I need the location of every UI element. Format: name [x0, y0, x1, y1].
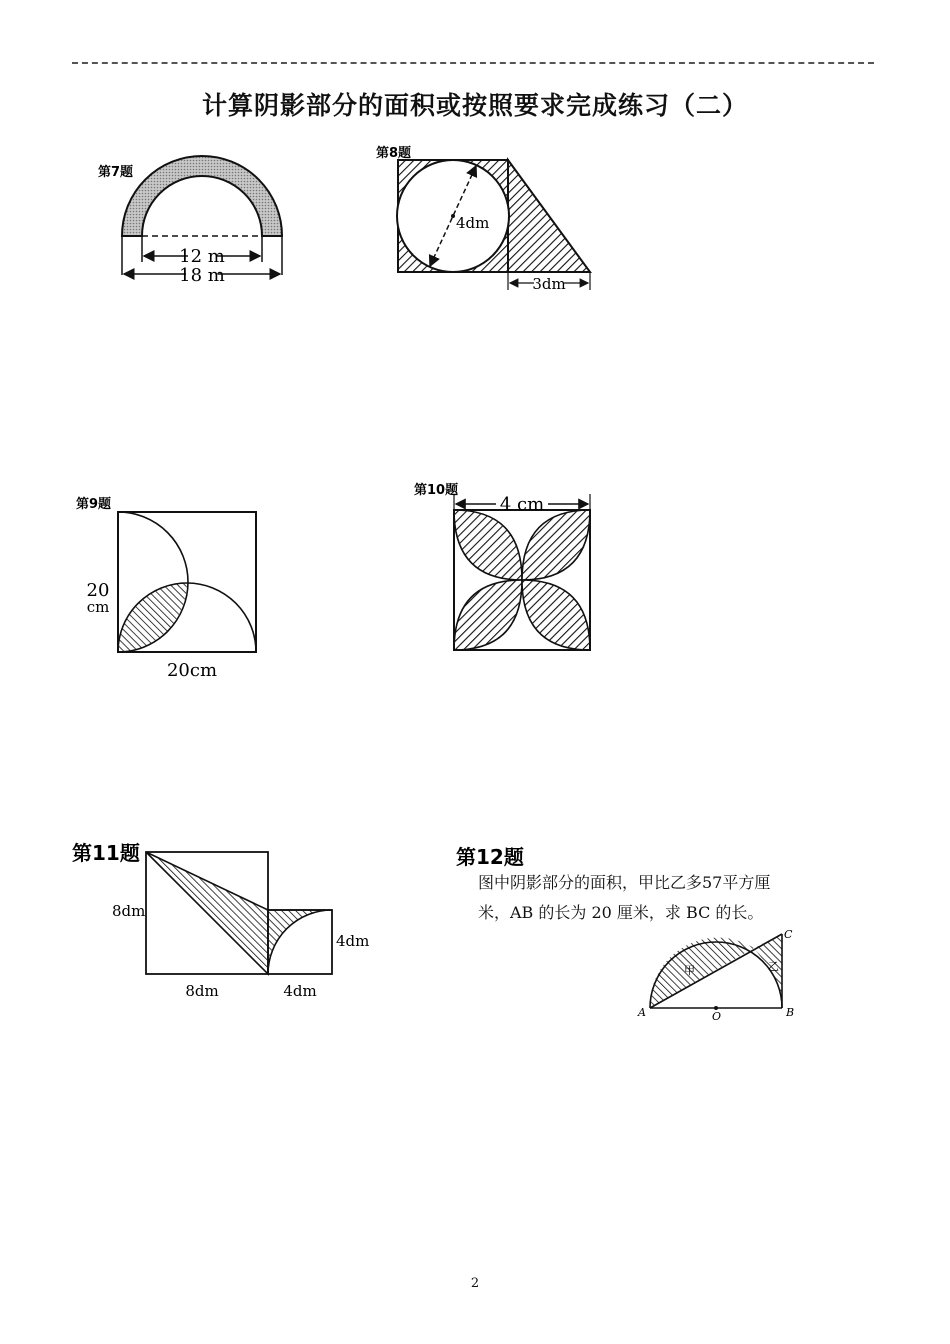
q11-shaded-region	[146, 852, 332, 974]
q9-side-unit: cm	[86, 598, 110, 616]
top-dashed-rule	[72, 62, 874, 64]
q10-label: 第10题	[414, 483, 459, 498]
q12-diagram	[636, 924, 816, 1024]
q9-diagram	[74, 496, 294, 696]
q10-width-label: 4 cm	[499, 494, 545, 515]
q12-label: 第12题	[456, 845, 524, 869]
figure-q8	[374, 140, 604, 300]
q11-label: 第11题	[72, 841, 140, 865]
q12-region-jia	[650, 938, 754, 1008]
q12-point-a: A	[638, 1006, 646, 1019]
q12-text-line1: 图中阴影部分的面积，甲比乙多57平方厘	[478, 873, 771, 892]
q7-inner-dim: 12 m	[179, 246, 225, 267]
q12-point-b: B	[786, 1006, 795, 1019]
q11-left-dim: 8dm	[112, 902, 146, 920]
q12-point-c: C	[784, 928, 793, 941]
q9-label: 第9题	[76, 497, 112, 512]
q7-shaded-ring	[122, 156, 282, 236]
q8-triangle-shaded	[508, 160, 590, 272]
q12-problem-text	[478, 868, 808, 928]
q10-shaded-petals	[454, 510, 590, 650]
page-title: 计算阴影部分的面积或按照要求完成练习（二）	[201, 91, 748, 120]
figure-q9	[74, 496, 294, 696]
q11-diagram	[72, 836, 372, 1016]
page-number: 2	[470, 1276, 480, 1291]
q11-bottom-right-dim: 4dm	[283, 982, 317, 1000]
q8-label: 第8题	[376, 146, 412, 161]
q8-diameter-label: 4dm	[456, 214, 490, 232]
q12-yi-label: 乙	[768, 960, 779, 973]
q7-label: 第7题	[98, 165, 134, 180]
q9-side-value: 20	[86, 580, 110, 601]
figure-q12	[636, 924, 816, 1024]
figure-q10	[412, 480, 612, 660]
q12-text-line2: 米，AB 的长为 20 厘米，求 BC 的长。	[478, 903, 764, 922]
q8-base-label: 3dm	[532, 275, 566, 293]
q7-outer-dim: 18 m	[179, 265, 225, 286]
q11-right-dim: 4dm	[336, 932, 370, 950]
q9-bottom-label: 20cm	[166, 660, 218, 681]
figure-q11	[72, 836, 372, 1016]
q10-diagram	[412, 480, 612, 660]
q11-bottom-left-dim: 8dm	[185, 982, 219, 1000]
q7-diagram	[90, 150, 310, 290]
q8-diagram	[374, 140, 604, 300]
q12-jia-label: 甲	[684, 964, 695, 977]
q12-point-o: O	[712, 1010, 722, 1023]
figure-q7	[90, 150, 310, 290]
